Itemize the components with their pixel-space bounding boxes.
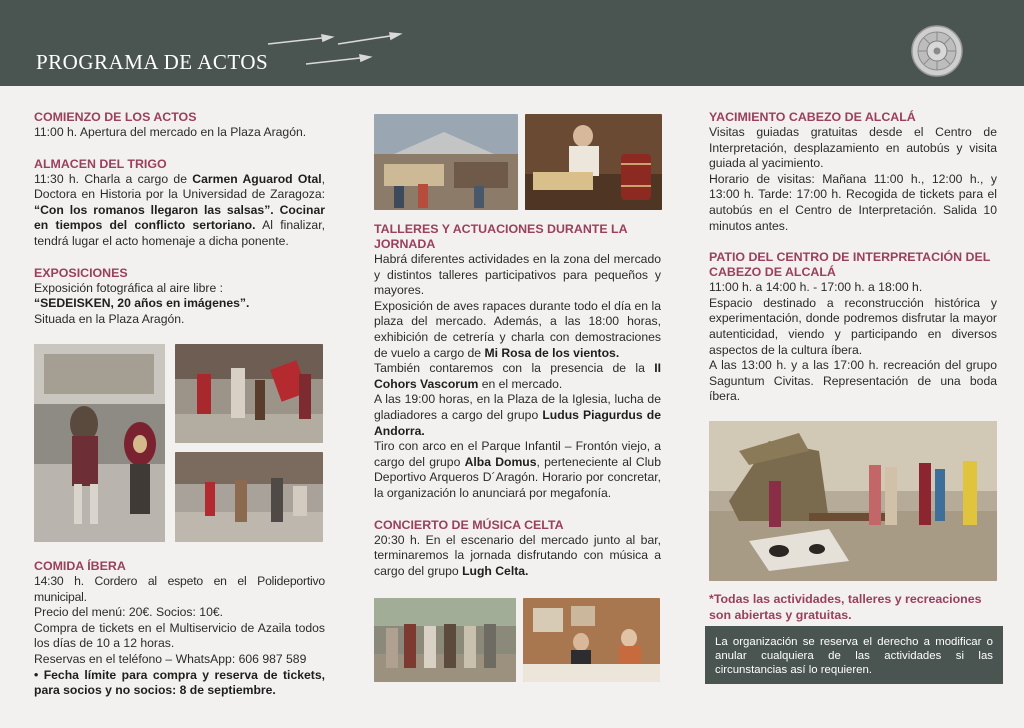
talleres-text-4: A las 19:00 horas, en la Plaza de la Iglesia, lucha de gladiadores a cargo del grupo Ludus Piagurdus de Andorra. bbox=[374, 392, 661, 438]
photo-gladiator-fight bbox=[34, 344, 165, 542]
section-title-exposiciones: EXPOSICIONES bbox=[34, 265, 128, 280]
page-title: PROGRAMA DE ACTOS bbox=[36, 50, 269, 74]
patio-text-3: A las 13:00 h. y a las 17:00 h. recreación del grupo Saguntum Civitas. Representación de una boda íbera. bbox=[709, 358, 997, 404]
talleres-text-3: También contaremos con la presencia de la II Cohors Vascorum en el mercado. bbox=[374, 361, 661, 391]
comida-text-2: Precio del menú: 20€. Socios: 10€. bbox=[34, 605, 224, 620]
photo-market-stalls bbox=[374, 114, 518, 210]
section-title-concierto: CONCIERTO DE MÚSICA CELTA bbox=[374, 517, 564, 532]
talleres-text-5: Tiro con arco en el Parque Infantil – Frontón viejo, a cargo del grupo Alba Domus, perteneciente al Club Deportivo Arqueros D´Aragón. Horario por concretar, la organización lo anunciará por megafonía. bbox=[374, 439, 661, 500]
photo-award-table bbox=[523, 598, 660, 682]
section-title-comienzo: COMIENZO DE LOS ACTOS bbox=[34, 110, 197, 124]
spears-icon bbox=[266, 28, 406, 72]
expo-text-3: Situada en la Plaza Aragón. bbox=[34, 311, 185, 326]
patio-text-1: 11:00 h. a 14:00 h. - 17:00 h. a 18:00 h. bbox=[709, 280, 923, 295]
yacimiento-text-1: Visitas guiadas gratuitas desde el Centro de Interpretación, desplazamiento en autobús y visita guiada al yacimiento. bbox=[709, 125, 997, 171]
talleres-text-2: Exposición de aves rapaces durante todo el día en la plaza del mercado. Además, a las 18:00 horas, exhibición de cetrería y charla con demostraciones de vuelo a cargo de Mi Rosa de los vientos. bbox=[374, 298, 661, 360]
concierto-text: 20:30 h. En el escenario del mercado junto al bar, terminaremos la jornada disfrutando con música a cargo del grupo Lugh Celta. bbox=[374, 532, 661, 578]
section-title-patio: PATIO DEL CENTRO DE INTERPRETACIÓN DEL CABEZO DE ALCALÁ bbox=[709, 250, 991, 280]
section-title-talleres: TALLERES Y ACTUACIONES DURANTE LA JORNADA bbox=[374, 222, 628, 251]
comida-text-4: Reservas en el teléfono – WhatsApp: 606 987 589 bbox=[34, 651, 307, 666]
patio-text-2: Espacio destinado a reconstrucción histórica y experimentación, donde podremos disfrutar la mayor autenticidad, viendo y participando en diversos aspectos de la cultura íbera. bbox=[709, 295, 997, 357]
shield-icon bbox=[910, 24, 964, 78]
photo-iberian-wedding bbox=[709, 421, 997, 581]
column-right bbox=[709, 110, 997, 405]
comida-text-5: • Fecha límite para compra y reserva de tickets, para socios y no socios: 8 de septiembre. bbox=[34, 667, 325, 698]
footer-note: *Todas las actividades, talleres y recreaciones son abiertas y gratuitas. bbox=[709, 592, 982, 622]
expo-text-1: Exposición fotográfica al aire libre : bbox=[34, 280, 224, 295]
photo-gladiators-combat bbox=[175, 452, 323, 542]
yacimiento-text-2: Horario de visitas: Mañana 11:00 h., 12:00 h., y 13:00 h. Tarde: 17:00 h. Recogida de tickets para el autobús en el Centro de Interpretación. Salida 10 minutos antes. bbox=[709, 171, 997, 233]
header-bar bbox=[0, 0, 1024, 86]
photo-gladiators-shields bbox=[175, 344, 323, 443]
section-title-comida: COMIDA ÍBERA bbox=[34, 559, 126, 573]
photo-craftsman bbox=[525, 114, 662, 210]
photo-reenactors-group bbox=[374, 598, 516, 682]
talleres-text-1: Habrá diferentes actividades en la zona del mercado y distintos talleres participativos para pequeños y mayores. bbox=[374, 252, 661, 298]
section-title-yacimiento: YACIMIENTO CABEZO DE ALCALÁ bbox=[709, 110, 916, 124]
column-middle bbox=[374, 222, 661, 579]
column-left-bottom bbox=[34, 559, 325, 699]
section-title-almacen: ALMACEN DEL TRIGO bbox=[34, 156, 167, 171]
almacen-text: 11:30 h. Charla a cargo de Carmen Aguarod Otal, Doctora en Historia por la Universidad de Zaragoza: “Con los romanos llegaron las salsas”. Cocinar en tiempos del conflicto sertoriano. Al finalizar, tendrá lugar el acto homenaje a dicha ponente. bbox=[34, 171, 326, 248]
expo-text-2: “SEDEISKEN, 20 años en imágenes”. bbox=[34, 296, 250, 311]
comida-text-1: 14:30 h. Cordero al espeto en el Polideportivo municipal. bbox=[34, 574, 325, 604]
comida-text-3: Compra de tickets en el Multiservicio de Azaila todos los días de 10 a 12 horas. bbox=[34, 620, 325, 651]
comienzo-text: 11:00 h. Apertura del mercado en la Plaza Aragón. bbox=[34, 125, 307, 139]
column-left bbox=[34, 110, 325, 327]
disclaimer-box: La organización se reserva el derecho a modificar o anular cualquiera de las actividades si las circunstancias así lo requieren. bbox=[705, 626, 1003, 684]
